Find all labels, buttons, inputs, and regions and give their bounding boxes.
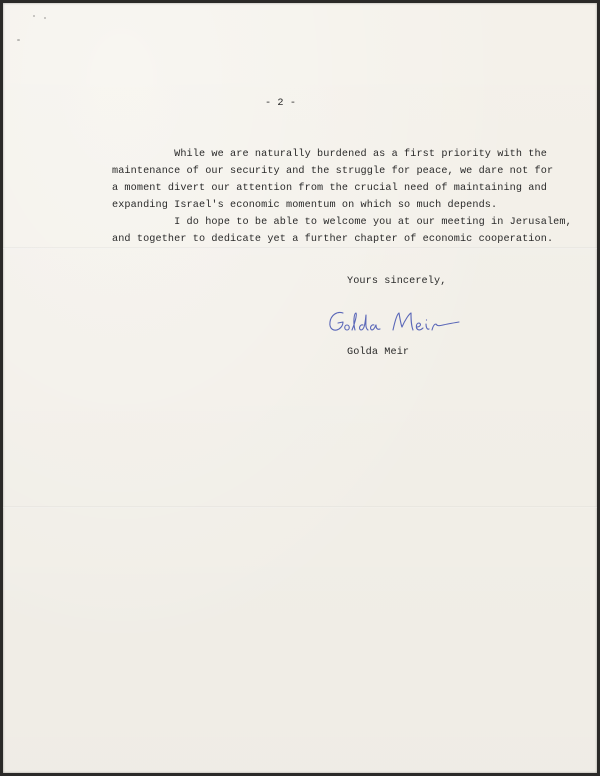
handwritten-signature xyxy=(325,305,475,337)
paragraph-2-line: I do hope to be able to welcome you at our meeting in Jerusalem, xyxy=(112,217,572,228)
paragraph-1-line: a moment divert our attention from the crucial need of maintaining and xyxy=(112,183,547,194)
page-number: - 2 - xyxy=(265,98,297,109)
paragraph-1-line: While we are naturally burdened as a first priority with the xyxy=(112,149,547,160)
paragraph-1 xyxy=(112,146,553,214)
paper-speck xyxy=(17,39,20,41)
paragraph-1-line: maintenance of our security and the struggle for peace, we dare not for xyxy=(112,166,554,177)
paper-speck xyxy=(33,15,35,17)
paragraph-2-line: and together to dedicate yet a further chapter of economic cooperation. xyxy=(112,234,554,245)
paragraph-2 xyxy=(112,214,572,248)
closing-salutation: Yours sincerely, xyxy=(347,276,447,287)
paper-speck xyxy=(44,17,46,19)
letter-page xyxy=(3,3,597,773)
fold-crease-lower xyxy=(3,506,597,508)
paragraph-1-line: expanding Israel's economic momentum on which so much depends. xyxy=(112,200,498,211)
signatory-name: Golda Meir xyxy=(347,347,410,358)
